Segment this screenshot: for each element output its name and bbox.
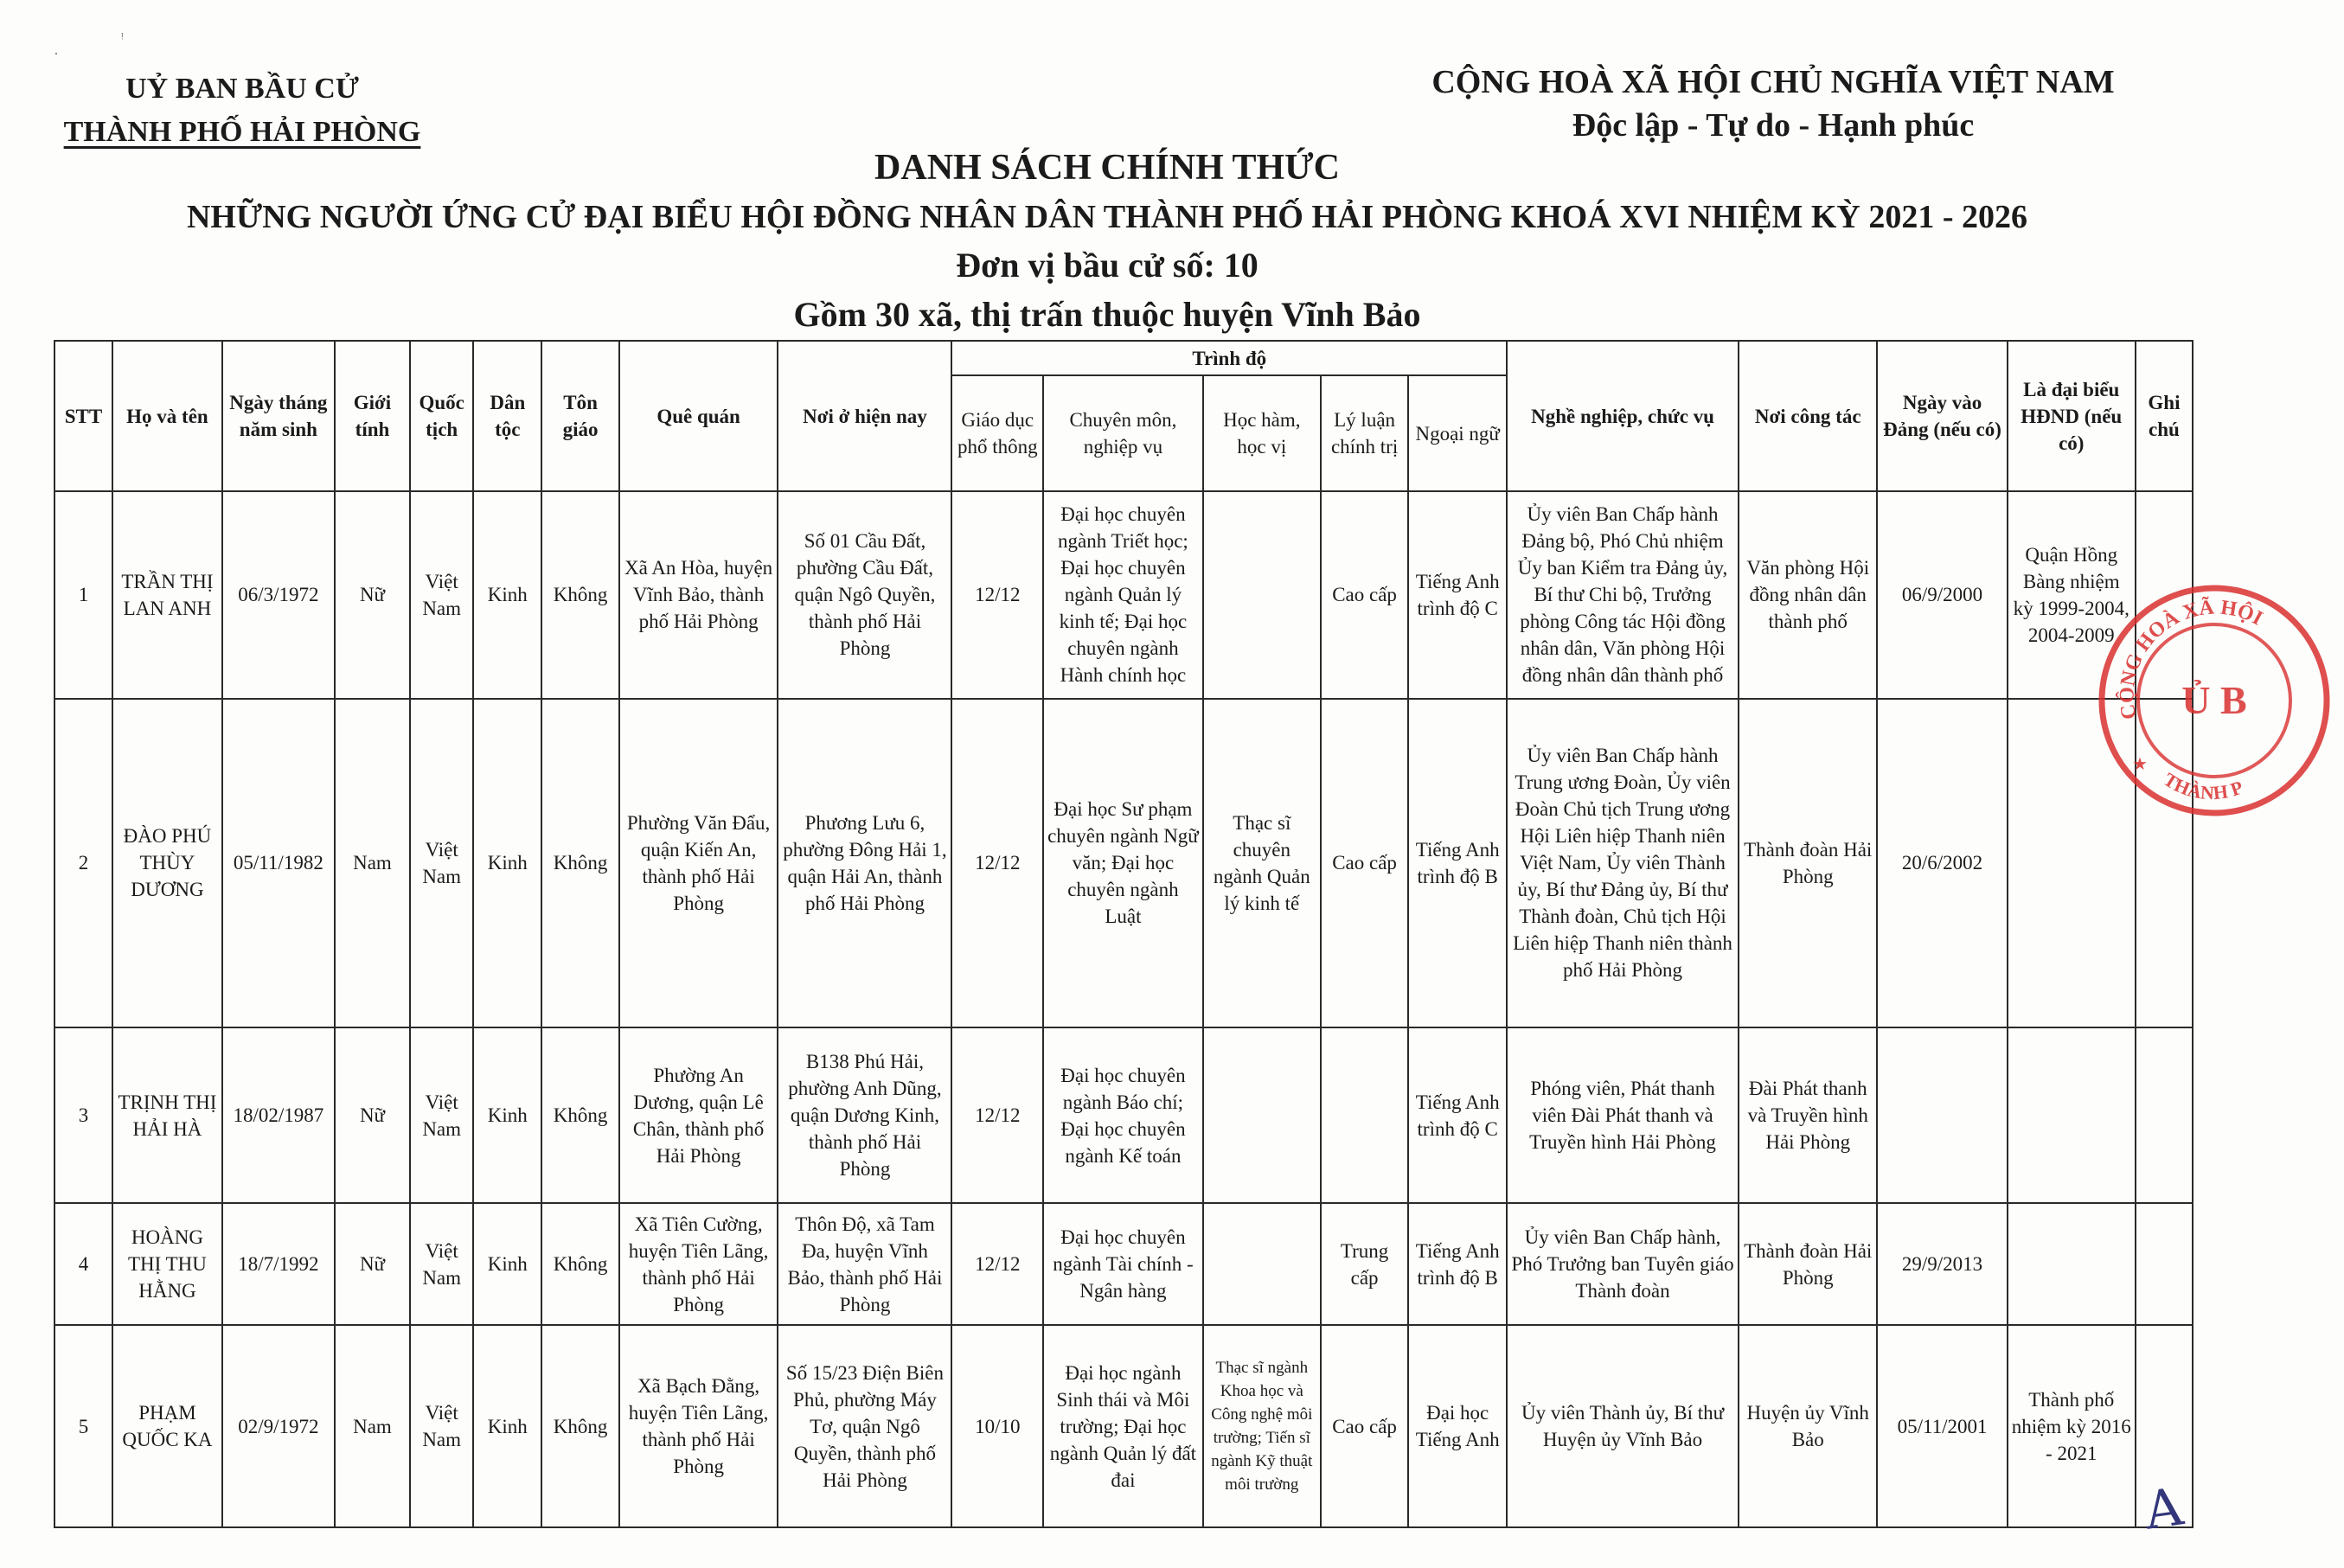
header-gender: Giới tính bbox=[335, 341, 410, 491]
table-row bbox=[54, 491, 2193, 699]
cell-occupation: Ủy viên Ban Chấp hành Trung ương Đoàn, Ủy viên Đoàn Chủ tịch Trung ương Hội Liên hiệp Thanh niên Việt Nam, Ủy viên Thành ủy, Bí thư Đảng ủy, Bí thư Thành đoàn, Chủ tịch Hội Liên hiệp Thanh niên thành phố Hải Phòng bbox=[1507, 699, 1739, 1028]
cell-degree bbox=[1203, 1203, 1321, 1325]
cell-stt: 3 bbox=[54, 1027, 112, 1203]
cell-ethnicity: Kinh bbox=[473, 1325, 541, 1527]
cell-nationality: Việt Nam bbox=[410, 1027, 473, 1203]
cell-professional: Đại học chuyên ngành Triết học; Đại học chuyên ngành Quản lý kinh tế; Đại học chuyên ngành Hành chính học bbox=[1043, 491, 1203, 699]
cell-general-edu: 10/10 bbox=[951, 1325, 1043, 1527]
cell-name: PHẠM QUỐC KA bbox=[112, 1325, 222, 1527]
document-title-block bbox=[0, 143, 2214, 340]
cell-dob: 02/9/1972 bbox=[222, 1325, 335, 1527]
cell-hometown: Xã Bạch Đằng, huyện Tiên Lãng, thành phố Hải Phòng bbox=[619, 1325, 778, 1527]
signature-mark: A bbox=[2141, 1476, 2187, 1542]
cell-religion: Không bbox=[541, 491, 618, 699]
electoral-unit-scope: Gồm 30 xã, thị trấn thuộc huyện Vĩnh Bảo bbox=[793, 295, 1421, 334]
issuer-line2: THÀNH PHỐ HẢI PHÒNG bbox=[63, 116, 421, 148]
stamp-arc-text: CỘNG HOÀ XÃ HỘI bbox=[2116, 596, 2267, 721]
header-occupation: Nghề nghiệp, chức vụ bbox=[1507, 341, 1739, 491]
national-motto: Độc lập - Tự do - Hạnh phúc bbox=[1572, 107, 1975, 144]
cell-hometown: Xã An Hòa, huyện Vĩnh Bảo, thành phố Hải Phòng bbox=[619, 491, 778, 699]
cell-language: Tiếng Anh trình độ B bbox=[1408, 699, 1507, 1028]
cell-nationality: Việt Nam bbox=[410, 1325, 473, 1527]
header-note: Ghi chú bbox=[2136, 341, 2193, 491]
cell-nationality: Việt Nam bbox=[410, 491, 473, 699]
header-political: Lý luận chính trị bbox=[1321, 375, 1409, 491]
cell-residence: Số 15/23 Điện Biên Phủ, phường Máy Tơ, quận Ngô Quyền, thành phố Hải Phòng bbox=[778, 1325, 951, 1527]
cell-hdnd bbox=[2008, 1027, 2136, 1203]
cell-dob: 06/3/1972 bbox=[222, 491, 335, 699]
cell-gender: Nữ bbox=[335, 1027, 410, 1203]
cell-professional: Đại học ngành Sinh thái và Môi trường; Đại học ngành Quản lý đất đai bbox=[1043, 1325, 1203, 1527]
document-title: DANH SÁCH CHÍNH THỨC bbox=[874, 148, 1340, 188]
cell-residence: Số 01 Cầu Đất, phường Cầu Đất, quận Ngô Quyền, thành phố Hải Phòng bbox=[778, 491, 951, 699]
national-motto-block bbox=[1419, 61, 2128, 147]
cell-degree bbox=[1203, 1027, 1321, 1203]
cell-language: Tiếng Anh trình độ C bbox=[1408, 1027, 1507, 1203]
cell-political bbox=[1321, 1027, 1409, 1203]
table-row bbox=[54, 1203, 2193, 1325]
stamp-bottom-text: THÀNH P bbox=[2160, 768, 2246, 804]
cell-residence: Thôn Độ, xã Tam Đa, huyện Vĩnh Bảo, thành phố Hải Phòng bbox=[778, 1203, 951, 1325]
header-workplace: Nơi công tác bbox=[1739, 341, 1877, 491]
cell-stt: 2 bbox=[54, 699, 112, 1028]
cell-political: Cao cấp bbox=[1321, 699, 1409, 1028]
cell-political: Cao cấp bbox=[1321, 1325, 1409, 1527]
cell-residence: B138 Phú Hải, phường Anh Dũng, quận Dương Kinh, thành phố Hải Phòng bbox=[778, 1027, 951, 1203]
cell-note bbox=[2136, 491, 2193, 699]
cell-occupation: Ủy viên Ban Chấp hành, Phó Trưởng ban Tuyên giáo Thành đoàn bbox=[1507, 1203, 1739, 1325]
scan-speck: · bbox=[54, 45, 59, 62]
cell-language: Tiếng Anh trình độ C bbox=[1408, 491, 1507, 699]
cell-occupation: Ủy viên Ban Chấp hành Đảng bộ, Phó Chủ nhiệm Ủy ban Kiểm tra Đảng ủy, Bí thư Chi bộ, Trưởng phòng Công tác Hội đồng nhân dân, Văn phòng Hội đồng nhân dân thành phố bbox=[1507, 491, 1739, 699]
cell-note bbox=[2136, 699, 2193, 1028]
header-dob: Ngày tháng năm sinh bbox=[222, 341, 335, 491]
cell-gender: Nam bbox=[335, 1325, 410, 1527]
cell-stt: 1 bbox=[54, 491, 112, 699]
table-row bbox=[54, 699, 2193, 1028]
cell-workplace: Văn phòng Hội đồng nhân dân thành phố bbox=[1739, 491, 1877, 699]
cell-ethnicity: Kinh bbox=[473, 1203, 541, 1325]
issuer-line1: UỶ BAN BẦU CỬ bbox=[125, 73, 359, 105]
cell-gender: Nam bbox=[335, 699, 410, 1028]
table-row bbox=[54, 1027, 2193, 1203]
cell-party-date: 29/9/2013 bbox=[1877, 1203, 2007, 1325]
header-hdnd: Là đại biểu HĐND (nếu có) bbox=[2008, 341, 2136, 491]
cell-workplace: Thành đoàn Hải Phòng bbox=[1739, 699, 1877, 1028]
cell-stt: 5 bbox=[54, 1325, 112, 1527]
cell-ethnicity: Kinh bbox=[473, 491, 541, 699]
header-nationality: Quốc tịch bbox=[410, 341, 473, 491]
cell-workplace: Huyện ủy Vĩnh Bảo bbox=[1739, 1325, 1877, 1527]
document-subtitle: NHỮNG NGƯỜI ỨNG CỬ ĐẠI BIỂU HỘI ĐỒNG NHÂN DÂN THÀNH PHỐ HẢI PHÒNG KHOÁ XVI NHIỆM KỲ 2021 - 2026 bbox=[186, 199, 2028, 235]
cell-religion: Không bbox=[541, 1203, 618, 1325]
cell-language: Đại học Tiếng Anh bbox=[1408, 1325, 1507, 1527]
header-name: Họ và tên bbox=[112, 341, 222, 491]
cell-degree: Thạc sĩ ngành Khoa học và Công nghệ môi trường; Tiến sĩ ngành Kỹ thuật môi trường bbox=[1203, 1325, 1321, 1527]
cell-occupation: Phóng viên, Phát thanh viên Đài Phát thanh và Truyền hình Hải Phòng bbox=[1507, 1027, 1739, 1203]
cell-ethnicity: Kinh bbox=[473, 699, 541, 1028]
header-residence: Nơi ở hiện nay bbox=[778, 341, 951, 491]
cell-political: Trung cấp bbox=[1321, 1203, 1409, 1325]
cell-party-date: 05/11/2001 bbox=[1877, 1325, 2007, 1527]
cell-workplace: Thành đoàn Hải Phòng bbox=[1739, 1203, 1877, 1325]
header-education: Trình độ bbox=[951, 341, 1507, 375]
cell-dob: 05/11/1982 bbox=[222, 699, 335, 1028]
candidate-table bbox=[54, 340, 2193, 1528]
header-stt: STT bbox=[54, 341, 112, 491]
cell-note bbox=[2136, 1027, 2193, 1203]
cell-general-edu: 12/12 bbox=[951, 699, 1043, 1028]
cell-religion: Không bbox=[541, 1027, 618, 1203]
cell-workplace: Đài Phát thanh và Truyền hình Hải Phòng bbox=[1739, 1027, 1877, 1203]
stamp-center-text: Ủ B bbox=[2181, 678, 2247, 722]
cell-ethnicity: Kinh bbox=[473, 1027, 541, 1203]
cell-religion: Không bbox=[541, 699, 618, 1028]
cell-degree bbox=[1203, 491, 1321, 699]
cell-party-date bbox=[1877, 1027, 2007, 1203]
header-general-edu: Giáo dục phổ thông bbox=[951, 375, 1043, 491]
cell-religion: Không bbox=[541, 1325, 618, 1527]
table-row bbox=[54, 1325, 2193, 1527]
cell-name: HOÀNG THỊ THU HẰNG bbox=[112, 1203, 222, 1325]
cell-stt: 4 bbox=[54, 1203, 112, 1325]
cell-residence: Phương Lưu 6, phường Đông Hải 1, quận Hải An, thành phố Hải Phòng bbox=[778, 699, 951, 1028]
electoral-unit: Đơn vị bầu cử số: 10 bbox=[956, 246, 1258, 285]
header-ethnicity: Dân tộc bbox=[473, 341, 541, 491]
cell-political: Cao cấp bbox=[1321, 491, 1409, 699]
cell-hdnd: Thành phố nhiệm kỳ 2016 - 2021 bbox=[2008, 1325, 2136, 1527]
cell-dob: 18/02/1987 bbox=[222, 1027, 335, 1203]
cell-hometown: Phường An Dương, quận Lê Chân, thành phố Hải Phòng bbox=[619, 1027, 778, 1203]
cell-professional: Đại học Sư phạm chuyên ngành Ngữ văn; Đại học chuyên ngành Luật bbox=[1043, 699, 1203, 1028]
header-hometown: Quê quán bbox=[619, 341, 778, 491]
cell-hometown: Xã Tiên Cường, huyện Tiên Lãng, thành phố Hải Phòng bbox=[619, 1203, 778, 1325]
cell-nationality: Việt Nam bbox=[410, 1203, 473, 1325]
cell-degree: Thạc sĩ chuyên ngành Quản lý kinh tế bbox=[1203, 699, 1321, 1028]
cell-name: TRỊNH THỊ HẢI HÀ bbox=[112, 1027, 222, 1203]
cell-nationality: Việt Nam bbox=[410, 699, 473, 1028]
cell-general-edu: 12/12 bbox=[951, 1203, 1043, 1325]
cell-general-edu: 12/12 bbox=[951, 491, 1043, 699]
cell-note bbox=[2136, 1203, 2193, 1325]
cell-language: Tiếng Anh trình độ B bbox=[1408, 1203, 1507, 1325]
header-religion: Tôn giáo bbox=[541, 341, 618, 491]
cell-professional: Đại học chuyên ngành Báo chí; Đại học chuyên ngành Kế toán bbox=[1043, 1027, 1203, 1203]
cell-gender: Nữ bbox=[335, 491, 410, 699]
scan-speck: ᵎ bbox=[121, 28, 124, 45]
header-party-date: Ngày vào Đảng (nếu có) bbox=[1877, 341, 2007, 491]
cell-party-date: 06/9/2000 bbox=[1877, 491, 2007, 699]
cell-occupation: Ủy viên Thành ủy, Bí thư Huyện ủy Vĩnh Bảo bbox=[1507, 1325, 1739, 1527]
cell-name: TRẦN THỊ LAN ANH bbox=[112, 491, 222, 699]
cell-hdnd bbox=[2008, 699, 2136, 1028]
cell-general-edu: 12/12 bbox=[951, 1027, 1043, 1203]
cell-hometown: Phường Văn Đẩu, quận Kiến An, thành phố Hải Phòng bbox=[619, 699, 778, 1028]
cell-party-date: 20/6/2002 bbox=[1877, 699, 2007, 1028]
cell-hdnd: Quận Hồng Bàng nhiệm kỳ 1999-2004, 2004-2009 bbox=[2008, 491, 2136, 699]
cell-professional: Đại học chuyên ngành Tài chính - Ngân hàng bbox=[1043, 1203, 1203, 1325]
header-language: Ngoại ngữ bbox=[1408, 375, 1507, 491]
cell-hdnd bbox=[2008, 1203, 2136, 1325]
svg-text:★: ★ bbox=[2132, 755, 2148, 774]
cell-gender: Nữ bbox=[335, 1203, 410, 1325]
national-name: CỘNG HOÀ XÃ HỘI CHỦ NGHĨA VIỆT NAM bbox=[1431, 64, 2115, 100]
cell-name: ĐÀO PHÚ THÙY DƯƠNG bbox=[112, 699, 222, 1028]
cell-dob: 18/7/1992 bbox=[222, 1203, 335, 1325]
issuer-block bbox=[52, 67, 432, 154]
header-professional: Chuyên môn, nghiệp vụ bbox=[1043, 375, 1203, 491]
header-degree: Học hàm, học vị bbox=[1203, 375, 1321, 491]
